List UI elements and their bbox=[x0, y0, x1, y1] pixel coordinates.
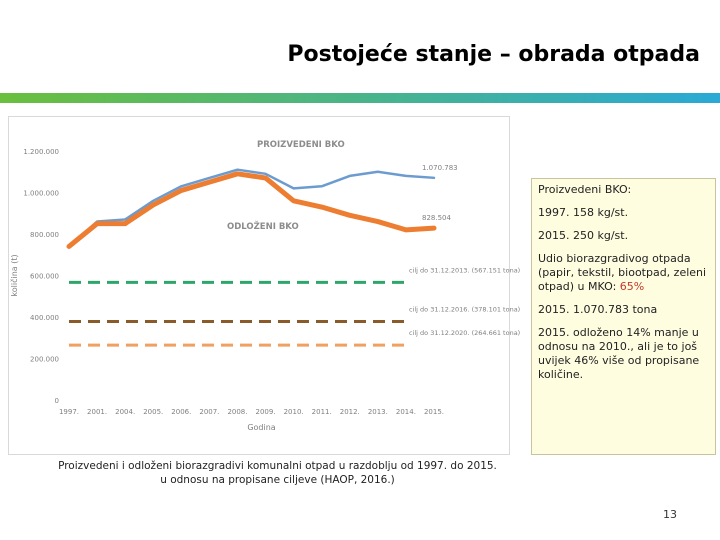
y-axis-label: količina (t) bbox=[10, 254, 19, 297]
info-line-4-highlight: 65% bbox=[619, 280, 645, 293]
info-line-5: 2015. 1.070.783 tona bbox=[538, 303, 658, 316]
target-label: cilj do 31.12.2013. (567.151 tona) bbox=[409, 266, 521, 275]
info-box bbox=[531, 178, 716, 455]
header-gradient-band bbox=[0, 93, 720, 103]
series-line bbox=[69, 170, 434, 247]
y-tick-label: 400.000 bbox=[30, 314, 59, 322]
y-tick-label: 1.200.000 bbox=[23, 148, 59, 156]
y-tick-label: 800.000 bbox=[30, 231, 59, 239]
info-line-2: 1997. 158 kg/st. bbox=[538, 206, 629, 219]
x-tick-label: 2015. bbox=[423, 408, 445, 416]
x-tick-label: 2010. bbox=[283, 408, 304, 416]
x-tick-label: 2009. bbox=[255, 408, 276, 416]
page-number: 13 bbox=[663, 508, 677, 521]
info-line-1: Proizvedeni BKO: bbox=[538, 183, 632, 196]
x-axis-label: Godina bbox=[247, 423, 276, 432]
slide-title: Postojeće stanje – obrada otpada bbox=[287, 42, 700, 67]
info-line-4-text: Udio biorazgradivog otpada (papir, tekstil, biootpad, zeleni otpad) u MKO: bbox=[538, 252, 707, 293]
info-line-3: 2015. 250 kg/st. bbox=[538, 229, 629, 242]
x-tick-label: 2012. bbox=[339, 408, 360, 416]
info-line-6: 2015. odloženo 14% manje u odnosu na 2010., ali je to još uvijek 46% više od propisane količine. bbox=[538, 326, 700, 381]
target-label: cilj do 31.12.2020. (264.661 tona) bbox=[409, 329, 521, 338]
x-tick-label: 2006. bbox=[171, 408, 192, 416]
x-tick-label: 2014. bbox=[395, 408, 416, 416]
x-tick-label: 2011. bbox=[311, 408, 332, 416]
y-tick-label: 200.000 bbox=[30, 355, 59, 364]
y-tick-label: 1.000.000 bbox=[23, 189, 59, 198]
info-line-4 bbox=[538, 252, 709, 294]
y-tick-label: 0 bbox=[54, 397, 59, 405]
x-tick-label: 2004. bbox=[115, 408, 136, 416]
series-end-label: 828.504 bbox=[422, 214, 451, 223]
series-name-label: PROIZVEDENI BKO bbox=[257, 140, 345, 150]
x-tick-label: 2008. bbox=[227, 408, 248, 416]
series-name-label: ODLOŽENI BKO bbox=[227, 222, 299, 232]
series-end-label: 1.070.783 bbox=[422, 163, 458, 172]
x-tick-label: 2001. bbox=[87, 408, 108, 416]
line-chart bbox=[9, 117, 521, 454]
series-line bbox=[69, 174, 434, 247]
caption-line-2: u odnosu na propisane ciljeve (HAOP, 2016.) bbox=[160, 474, 395, 486]
target-label: cilj do 31.12.2016. (378.101 tona) bbox=[409, 305, 521, 314]
x-tick-label: 2007. bbox=[199, 408, 220, 416]
y-tick-label: 600.000 bbox=[30, 272, 59, 281]
x-tick-label: 2013. bbox=[367, 408, 388, 416]
x-tick-label: 1997. bbox=[58, 408, 80, 416]
chart-panel bbox=[8, 116, 521, 455]
caption-line-1: Proizvedeni i odloženi biorazgradivi komunalni otpad u razdoblju od 1997. do 2015. bbox=[58, 460, 497, 472]
x-tick-label: 2005. bbox=[143, 408, 164, 416]
figure-caption bbox=[25, 459, 530, 487]
